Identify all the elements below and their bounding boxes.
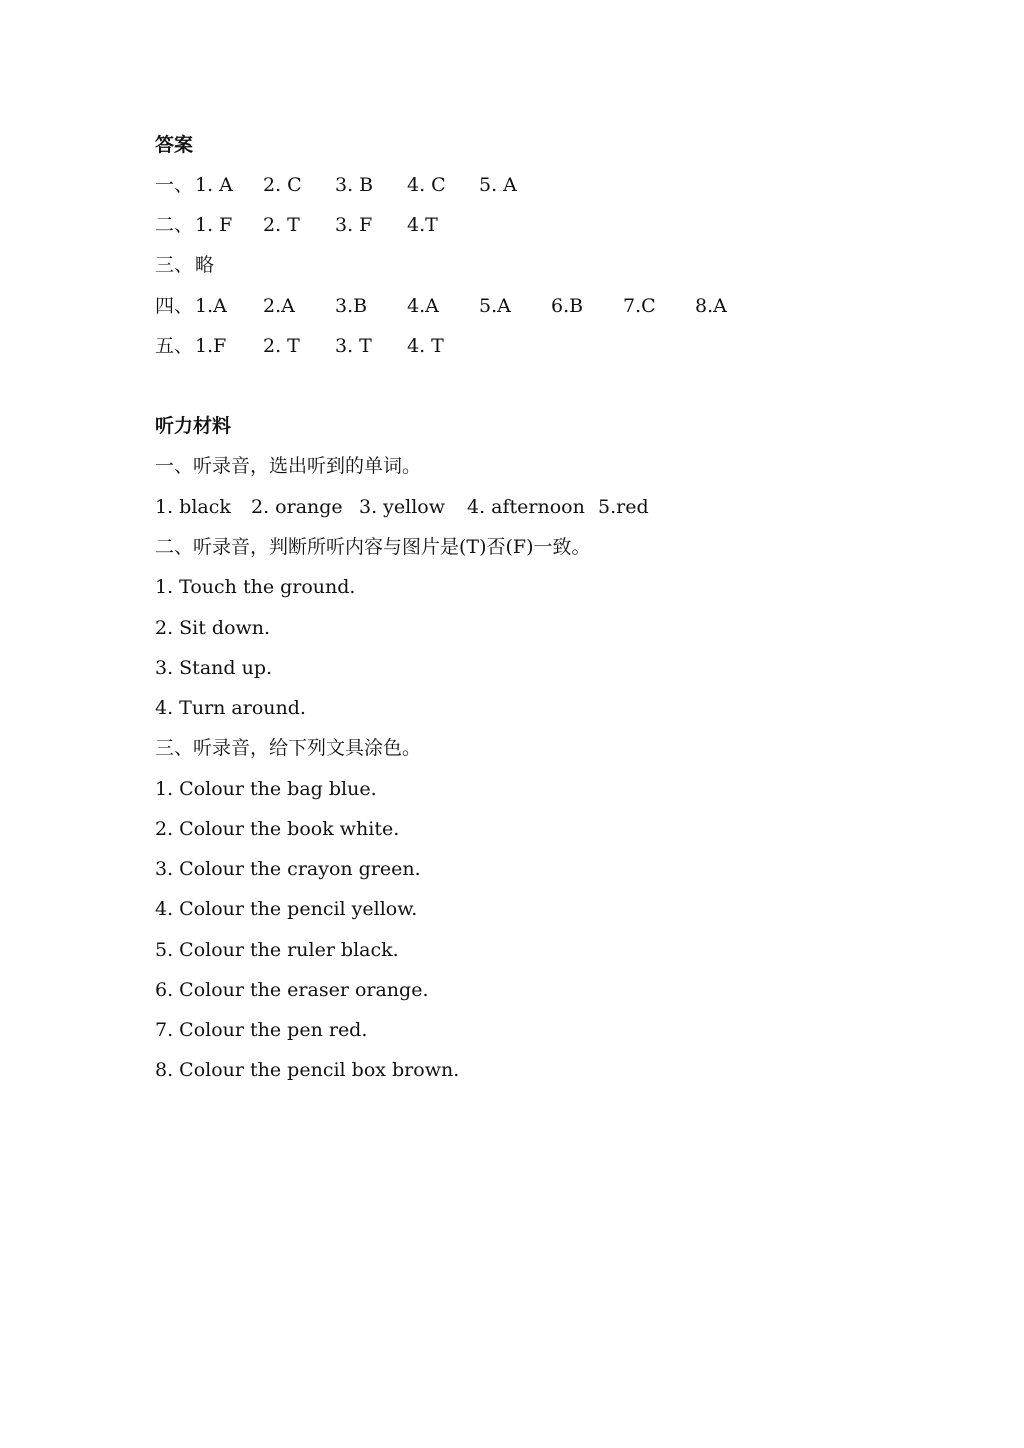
word-list-row (155, 492, 855, 522)
answer-item: 3. T (335, 335, 372, 357)
section-heading: 一、听录音，选出听到的单词。 (155, 455, 422, 477)
answer-item: 1.A (195, 295, 227, 317)
list-item: 3. Stand up. (155, 657, 273, 679)
list-item: 5. Colour the ruler black. (155, 939, 399, 961)
answer-item: 3.B (335, 295, 368, 317)
list-item: 4. Turn around. (155, 697, 306, 719)
answer-row-prefix: 二、 (155, 214, 194, 236)
section-heading: 二、听录音，判断所听内容与图片是(T)否(F)一致。 (155, 536, 591, 558)
word-item: 1. black (155, 496, 231, 518)
list-item: 1. Colour the bag blue. (155, 778, 377, 800)
answer-item: 1. A (195, 174, 233, 196)
list-item: 2. Colour the book white. (155, 818, 400, 840)
word-item: 2. orange (251, 496, 343, 518)
answer-item: 8.A (695, 295, 727, 317)
answer-item: 4. T (407, 335, 444, 357)
list-item: 2. Sit down. (155, 617, 271, 639)
answer-item: 2. T (263, 214, 300, 236)
answer-row-2 (155, 210, 855, 240)
answer-row-1 (155, 170, 855, 200)
list-item: 8. Colour the pencil box brown. (155, 1059, 460, 1081)
list-item: 4. Colour the pencil yellow. (155, 898, 418, 920)
answer-item: 7.C (623, 295, 656, 317)
list-item: 1. Touch the ground. (155, 576, 356, 598)
list-item: 6. Colour the eraser orange. (155, 979, 429, 1001)
answer-item: 2.A (263, 295, 295, 317)
answer-row-prefix: 一、 (155, 174, 194, 196)
list-item: 3. Colour the crayon green. (155, 858, 421, 880)
word-item: 5.red (598, 496, 649, 518)
answer-row-prefix: 四、 (155, 295, 194, 317)
answers-title: 答案 (155, 134, 194, 156)
answer-item: 2. C (263, 174, 302, 196)
answer-item: 1.F (195, 335, 227, 357)
answer-item: 5.A (479, 295, 511, 317)
list-item: 7. Colour the pen red. (155, 1019, 368, 1041)
word-item: 4. afternoon (467, 496, 585, 518)
answer-row-prefix: 五、 (155, 335, 194, 357)
answer-row-4 (155, 291, 855, 321)
answer-item: 4.A (407, 295, 439, 317)
answer-item: 3. F (335, 214, 373, 236)
answer-row-5 (155, 331, 855, 361)
answer-item: 略 (195, 254, 215, 276)
answer-item: 3. B (335, 174, 374, 196)
answer-item: 1. F (195, 214, 233, 236)
answer-item: 5. A (479, 174, 517, 196)
answer-row-3 (155, 250, 855, 280)
answer-item: 6.B (551, 295, 584, 317)
answer-row-prefix: 三、 (155, 254, 194, 276)
answer-item: 4.T (407, 214, 438, 236)
word-item: 3. yellow (359, 496, 446, 518)
answer-item: 4. C (407, 174, 446, 196)
section-heading: 三、听录音，给下列文具涂色。 (155, 737, 422, 759)
answer-item: 2. T (263, 335, 300, 357)
listening-title: 听力材料 (155, 415, 232, 437)
